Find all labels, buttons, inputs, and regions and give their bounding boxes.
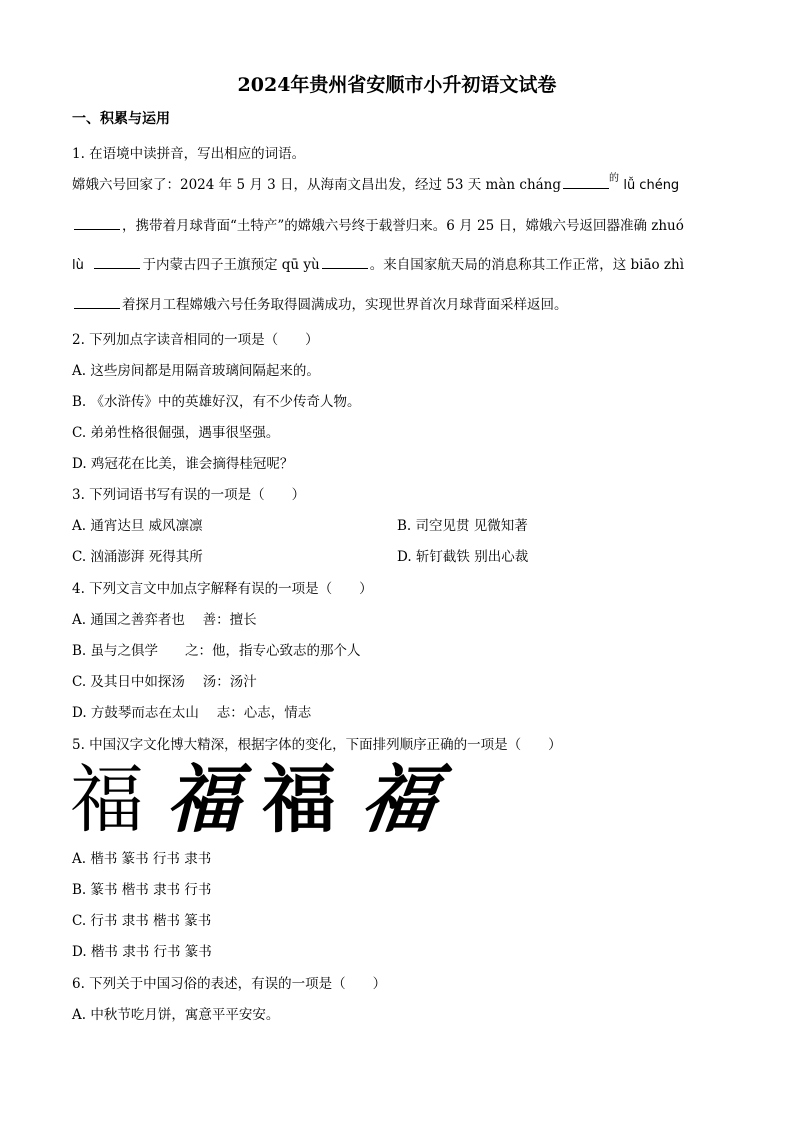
- answer-blank-1[interactable]: [563, 174, 609, 189]
- q2-option-c: C. 弟弟性格很倔强，遇事很坚强。: [72, 425, 280, 441]
- q2-option-b: B. 《水浒传》中的英雄好汉，有不少传奇人物。: [72, 394, 361, 410]
- q6-option-a: A. 中秋节吃月饼，寓意平平安安。: [72, 1007, 280, 1023]
- q1-passage-line3a: lù: [72, 258, 84, 273]
- q2-stem: 2. 下列加点字读音相同的一项是（ ）: [72, 332, 319, 348]
- answer-blank-3[interactable]: [94, 254, 140, 269]
- q3-option-d: D. 斩钉截铁 别出心裁: [397, 549, 529, 565]
- q5-option-b: B. 篆书 楷书 隶书 行书: [72, 882, 212, 898]
- superscript-de: 的: [609, 173, 620, 184]
- answer-blank-4[interactable]: [322, 254, 368, 269]
- glyph-fu-4: 福: [355, 757, 443, 843]
- q4-stem: 4. 下列文言文中加点字解释有误的一项是（ ）: [72, 581, 373, 597]
- q4-option-c: C. 及其日中如探汤 汤：汤汁: [72, 674, 257, 690]
- q2-option-a: A. 这些房间都是用隔音玻璃间隔起来的。: [72, 363, 320, 379]
- q1-passage-line2: ，携带着月球背面“土特产”的嫦娥六号终于载誉归来。6 月 25 日，嫦娥六号返回器准确 zhuó: [122, 217, 684, 234]
- answer-blank-2[interactable]: [74, 215, 120, 230]
- q3-option-a: A. 通宵达旦 威风凛凛: [72, 518, 203, 534]
- q5-option-d: D. 楷书 隶书 行书 篆书: [72, 944, 212, 960]
- q1-passage-line1a: 嫦娥六号回家了：2024 年 5 月 3 日，从海南文昌出发，经过 53 天 màn cháng: [72, 177, 562, 193]
- q3-option-c: C. 汹涌澎湃 死得其所: [72, 549, 203, 565]
- section-heading: 一、积累与运用: [72, 111, 170, 127]
- q2-option-d: D. 鸡冠花在比美，谁会摘得桂冠呢？: [72, 456, 294, 472]
- q1-passage-line3b: 于内蒙古四子王旗预定 qū yù: [142, 257, 320, 273]
- q1-passage-line1b: lǚ chéng: [623, 178, 680, 193]
- q6-stem: 6. 下列关于中国习俗的表述，有误的一项是（ ）: [72, 976, 387, 992]
- glyph-fu-2: 福: [166, 757, 240, 843]
- glyph-fu-3: 福: [262, 757, 336, 843]
- answer-blank-5[interactable]: [74, 294, 120, 309]
- q3-option-b: B. 司空见贯 见微知著: [397, 518, 528, 534]
- q3-stem: 3. 下列词语书写有误的一项是（ ）: [72, 487, 306, 503]
- calligraphy-image: [70, 757, 470, 843]
- q5-stem: 5. 中国汉字文化博大精深，根据字体的变化，下面排列顺序正确的一项是（ ）: [72, 737, 562, 753]
- q5-option-c: C. 行书 隶书 楷书 篆书: [72, 913, 212, 929]
- q1-stem: 1. 在语境中读拼音，写出相应的词语。: [72, 146, 306, 162]
- q4-option-b: B. 虽与之俱学 之：他，指专心致志的那个人: [72, 643, 361, 659]
- q5-option-a: A. 楷书 篆书 行书 隶书: [72, 851, 212, 867]
- q1-passage: [72, 166, 724, 325]
- q4-option-d: D. 方鼓琴而志在太山 志：心志，情志: [72, 705, 312, 721]
- q1-passage-line3c: 。来自国家航天局的消息称其工作正常，这 biāo zhì: [369, 257, 685, 273]
- page-title: 2024年贵州省安顺市小升初语文试卷: [237, 74, 557, 96]
- q4-option-a: A. 通国之善弈者也 善：擅长: [72, 612, 257, 628]
- glyph-fu-1: 福: [70, 757, 146, 843]
- q1-passage-line4: 着探月工程嫦娥六号任务取得圆满成功，实现世界首次月球背面采样返回。: [122, 296, 568, 313]
